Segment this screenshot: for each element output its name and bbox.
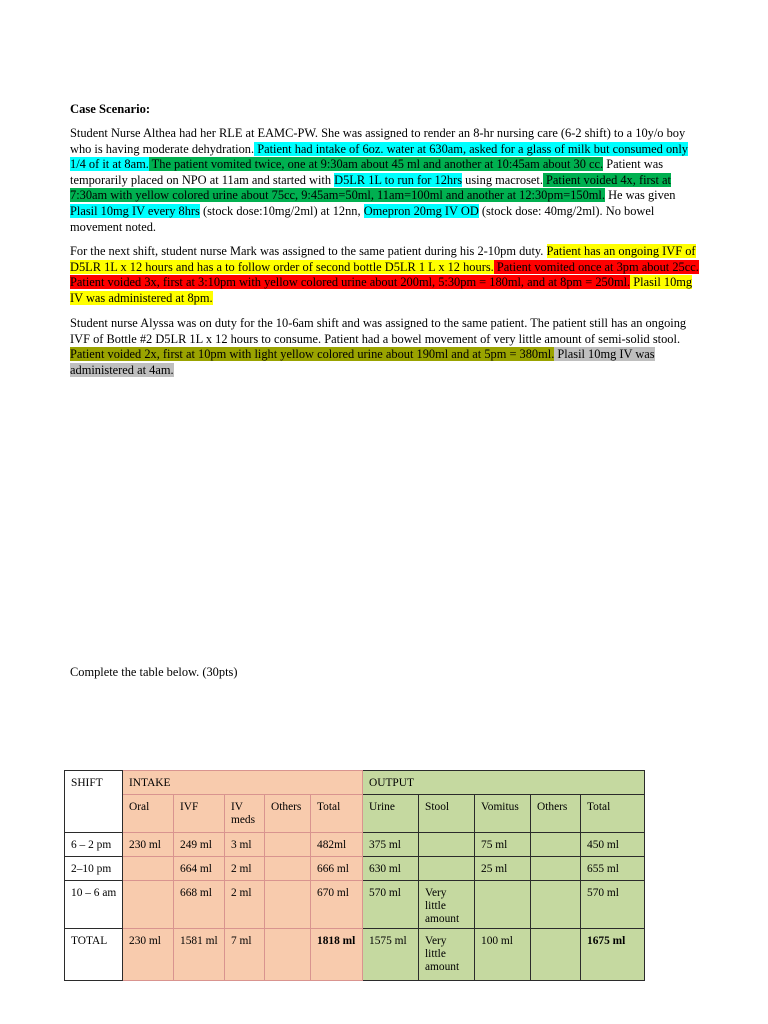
p2-ivf-highlight: Patient has an ongoing IVF of D5LR 1L x 12 hours and has a to follow order of second bottle D5LR 1 L x 12 hours. bbox=[70, 244, 696, 274]
grand-total-intake-cell: 1818 ml bbox=[311, 929, 363, 981]
urine-cell: 375 ml bbox=[363, 833, 419, 857]
total-intake-cell: 670 ml bbox=[311, 881, 363, 929]
p2-output-highlight: Patient vomited once at 3pm about 25cc. Patient voided 3x, first at 3:10pm with yellow colored urine about 200ml, 5:30pm = 180ml, and at 8pm = 250ml. bbox=[70, 259, 699, 290]
vomitus-cell: 25 ml bbox=[475, 857, 531, 881]
others-intake-cell bbox=[265, 857, 311, 881]
p3-text: Student nurse Alyssa was on duty for the 10-6am shift and was assigned to the same patient. The patient still has an ongoing IVF of Bottle #2 D5LR 1L x 12 hours to consume. Patient had a bowel movement of very little amount of semi-solid stool. bbox=[70, 316, 687, 346]
table-row bbox=[65, 857, 645, 881]
others-output-cell bbox=[531, 881, 581, 929]
total-output-cell: 655 ml bbox=[581, 857, 645, 881]
shift-cell: 2–10 pm bbox=[65, 857, 123, 881]
intake-header: INTAKE bbox=[123, 771, 363, 795]
vomitus-total-cell: 100 ml bbox=[475, 929, 531, 981]
total-intake-cell: 482ml bbox=[311, 833, 363, 857]
others-output-cell bbox=[531, 857, 581, 881]
p1-vomit-highlight: The patient vomited twice, one at 9:30am about 45 ml and another at 10:45am about 30 cc. bbox=[148, 157, 604, 172]
ivf-cell: 249 ml bbox=[174, 833, 225, 857]
p1-ivf-highlight: D5LR 1L to run for 12hrs bbox=[334, 172, 463, 187]
case-scenario-heading: Case Scenario: bbox=[70, 102, 151, 116]
others-output-total-cell bbox=[531, 929, 581, 981]
paragraph-shift-10-6 bbox=[70, 316, 700, 378]
output-header: OUTPUT bbox=[363, 771, 645, 795]
p2-text: For the next shift, student nurse Mark was assigned to the same patient during his 2-10pm duty. bbox=[70, 244, 547, 258]
urine-cell: 570 ml bbox=[363, 881, 419, 929]
stool-cell bbox=[419, 857, 475, 881]
p1-urine-highlight: Patient voided 4x, first at 7:30am with yellow colored urine about 75cc, 9:45am=50ml, 11am=100ml and another at 12:30pm=150ml. bbox=[70, 172, 671, 203]
total-intake-cell: 666 ml bbox=[311, 857, 363, 881]
ivf-total-cell: 1581 ml bbox=[174, 929, 225, 981]
shift-cell: 10 – 6 am bbox=[65, 881, 123, 929]
col-ivf: IVF bbox=[174, 795, 225, 833]
others-intake-cell bbox=[265, 833, 311, 857]
total-output-cell: 450 ml bbox=[581, 833, 645, 857]
ivf-cell: 664 ml bbox=[174, 857, 225, 881]
p1-oral-intake-highlight: Patient had intake of 6oz. water at 630am, asked for a glass of milk but consumed only 1/4 of it at 8am. bbox=[70, 141, 689, 172]
p1-macroset-text: using macroset. bbox=[462, 172, 543, 187]
oral-cell bbox=[123, 881, 174, 929]
grand-total-output-cell: 1675 ml bbox=[581, 929, 645, 981]
col-vomitus: Vomitus bbox=[475, 795, 531, 833]
paragraph-shift-6-2 bbox=[70, 126, 700, 235]
col-urine: Urine bbox=[363, 795, 419, 833]
others-output-cell bbox=[531, 833, 581, 857]
col-oral: Oral bbox=[123, 795, 174, 833]
intake-output-table bbox=[64, 770, 645, 981]
col-others-intake: Others bbox=[265, 795, 311, 833]
oral-total-cell: 230 ml bbox=[123, 929, 174, 981]
p1-text: Student Nurse Althea had her RLE at EAMC-PW. She was assigned to render an 8-hr nursing care (6-2 shift) to a 10y/o boy who is having moderate dehydration. bbox=[70, 126, 686, 156]
shift-cell: TOTAL bbox=[65, 929, 123, 981]
iv-meds-cell: 2 ml bbox=[225, 857, 265, 881]
oral-cell bbox=[123, 857, 174, 881]
paragraph-shift-2-10 bbox=[70, 244, 700, 306]
urine-total-cell: 1575 ml bbox=[363, 929, 419, 981]
ivf-cell: 668 ml bbox=[174, 881, 225, 929]
p3-urine-highlight: Patient voided 2x, first at 10pm with light yellow colored urine about 190ml and at 5pm = 380ml. bbox=[70, 347, 555, 362]
table-instruction: Complete the table below. (30pts) bbox=[70, 665, 238, 679]
shift-header: SHIFT bbox=[65, 771, 123, 833]
total-output-cell: 570 ml bbox=[581, 881, 645, 929]
table-row bbox=[65, 881, 645, 929]
vomitus-cell bbox=[475, 881, 531, 929]
table-header-row bbox=[65, 771, 645, 795]
others-intake-cell bbox=[265, 881, 311, 929]
oral-cell: 230 ml bbox=[123, 833, 174, 857]
p1-omepron-highlight: Omepron 20mg IV OD bbox=[363, 203, 479, 218]
others-intake-total-cell bbox=[265, 929, 311, 981]
p1-end-text: (stock dose: 40mg/2ml). No bowel movement noted. bbox=[70, 203, 655, 234]
p1-given-text: He was given bbox=[604, 188, 676, 203]
iv-meds-cell: 2 ml bbox=[225, 881, 265, 929]
col-total-output: Total bbox=[581, 795, 645, 833]
col-others-output: Others bbox=[531, 795, 581, 833]
col-total-intake: Total bbox=[311, 795, 363, 833]
table-row bbox=[65, 833, 645, 857]
stool-cell bbox=[419, 833, 475, 857]
stool-cell: Very little amount bbox=[419, 881, 475, 929]
stool-total-cell: Very little amount bbox=[419, 929, 475, 981]
p1-npo-text: Patient was temporarily placed on NPO at 11am and started with bbox=[70, 157, 664, 187]
col-iv-meds: IV meds bbox=[225, 795, 265, 833]
iv-meds-total-cell: 7 ml bbox=[225, 929, 265, 981]
col-stool: Stool bbox=[419, 795, 475, 833]
urine-cell: 630 ml bbox=[363, 857, 419, 881]
p3-plasil-highlight: Plasil 10mg IV was administered at 4am. bbox=[70, 347, 655, 377]
iv-meds-cell: 3 ml bbox=[225, 833, 265, 857]
vomitus-cell: 75 ml bbox=[475, 833, 531, 857]
table-subheader-row bbox=[65, 795, 645, 833]
p1-stock-text: (stock dose:10mg/2ml) at 12nn, bbox=[199, 203, 364, 218]
p2-plasil-highlight: Plasil 10mg IV was administered at 8pm. bbox=[70, 275, 693, 305]
p1-plasil-highlight: Plasil 10mg IV every 8hrs bbox=[70, 203, 200, 218]
shift-cell: 6 – 2 pm bbox=[65, 833, 123, 857]
table-total-row bbox=[65, 929, 645, 981]
